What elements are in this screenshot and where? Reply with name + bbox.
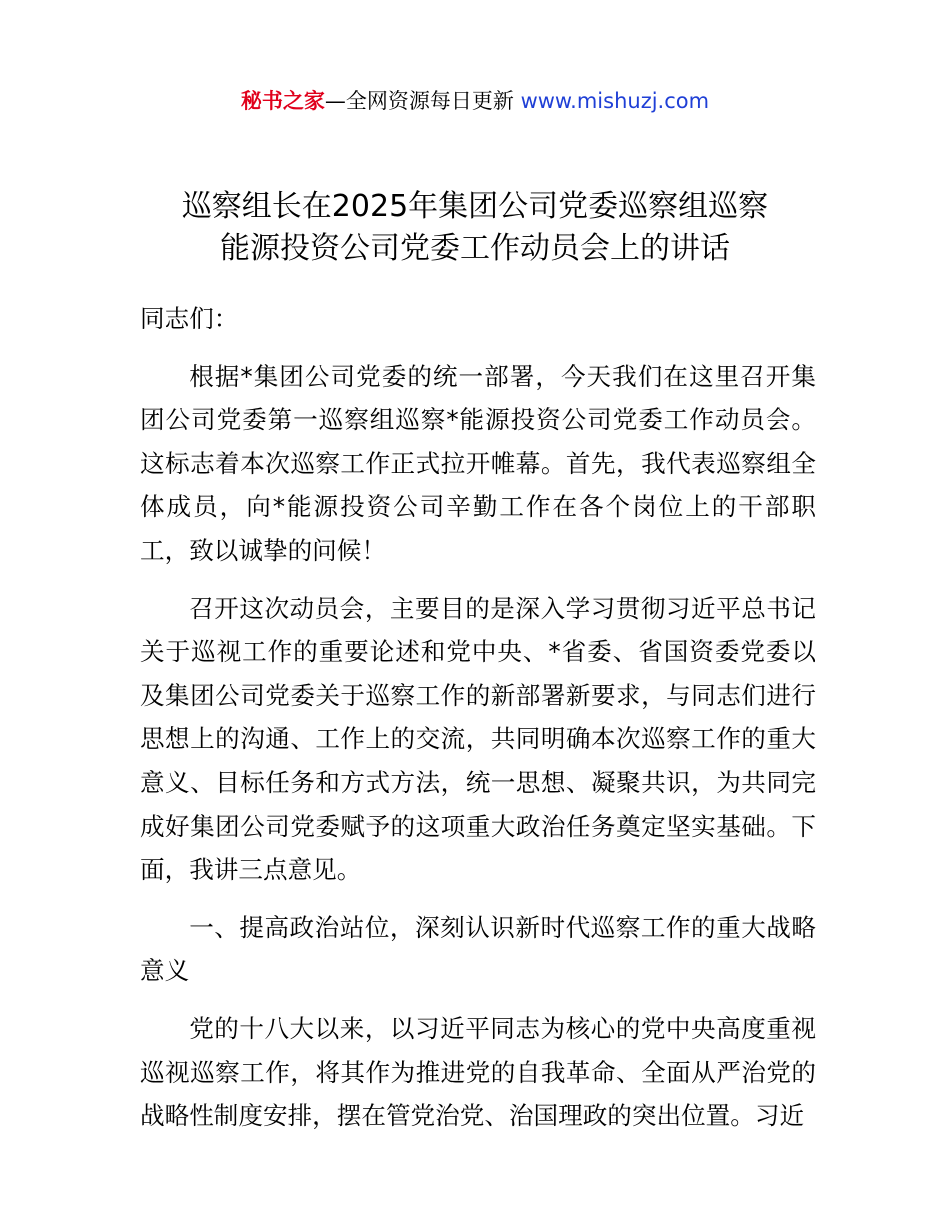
document-title bbox=[0, 186, 950, 270]
site-brand: 秘书之家 bbox=[240, 89, 325, 113]
site-url-link[interactable]: www.mishuzj.com bbox=[520, 89, 710, 113]
title-line-1: 巡察组长在2025年集团公司党委巡察组巡察 bbox=[181, 189, 769, 224]
title-line-2: 能源投资公司党委工作动员会上的讲话 bbox=[220, 231, 730, 266]
document-body bbox=[140, 297, 816, 1152]
salutation: 同志们： bbox=[140, 304, 239, 333]
body-paragraph: 党的十八大以来，以习近平同志为核心的党中央高度重视巡视巡察工作，将其作为推进党的自我革命、全面从严治党的战略性制度安排，摆在管党治党、治国理政的突出位置。习近 bbox=[140, 1013, 816, 1131]
site-header bbox=[0, 86, 950, 116]
body-paragraph: 召开这次动员会，主要目的是深入学习贯彻习近平总书记关于巡视工作的重要论述和党中央、*省委、省国资委党委以及集团公司党委关于巡察工作的新部署新要求，与同志们进行思想上的沟通、工作上的交流，共同明确本次巡察工作的重大意义、目标任务和方式方法，统一思想、凝聚共识，为共同完成好集团公司党委赋予的这项重大政治任务奠定坚实基础。下面，我讲三点意见。 bbox=[140, 593, 816, 885]
site-tagline: —全网资源每日更新 bbox=[324, 89, 521, 113]
section-heading: 一、提高政治站位，深刻认识新时代巡察工作的重大战略意义 bbox=[140, 912, 816, 986]
body-paragraph: 根据*集团公司党委的统一部署，今天我们在这里召开集团公司党委第一巡察组巡察*能源投资公司党委工作动员会。这标志着本次巡察工作正式拉开帷幕。首先，我代表巡察组全体成员，向*能源投资公司辛勤工作在各个岗位上的干部职工，致以诚挚的问候！ bbox=[140, 361, 816, 565]
